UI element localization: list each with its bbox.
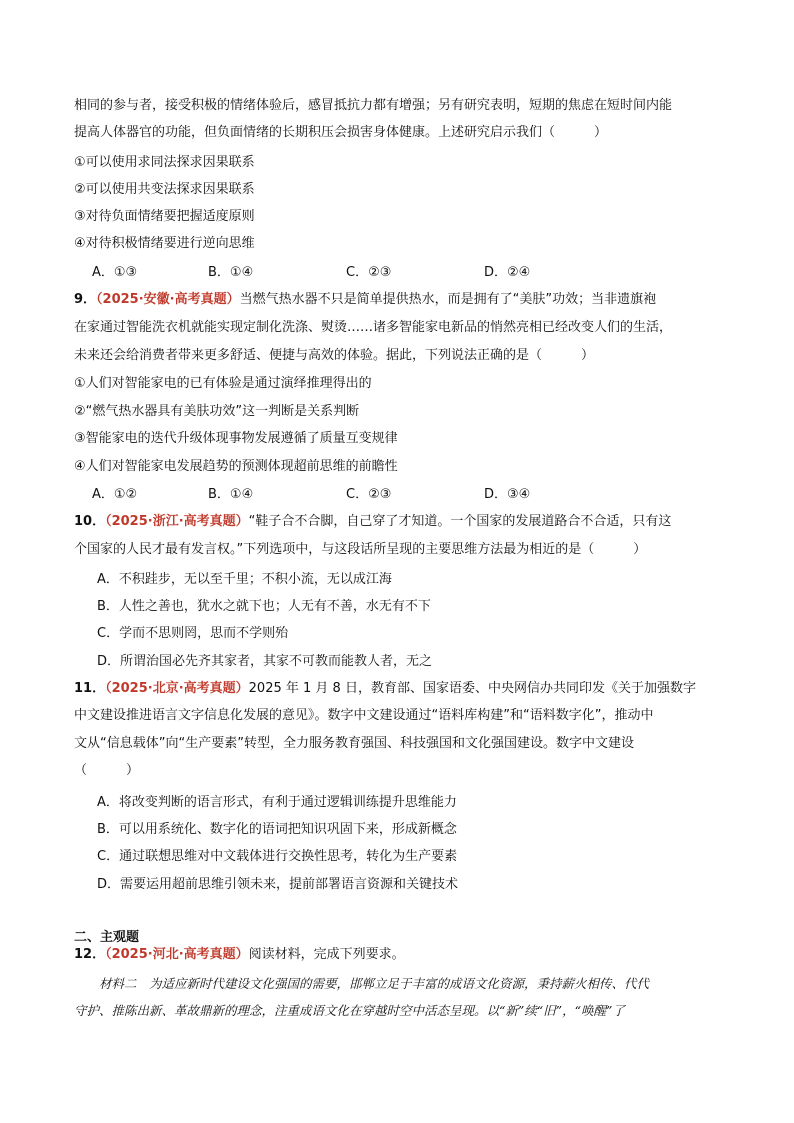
- q9-option-b[interactable]: B．①④: [208, 487, 254, 502]
- q9-stem-line: [74, 291, 724, 309]
- q8-stem-line: 相同的参与者，接受积极的情绪体验后，感冒抵抗力都有增强；另有研究表明，短期的焦虑在短时间内能: [74, 98, 673, 113]
- q11-option-d[interactable]: D．需要运用超前思维引领未来，提前部署语言资源和关键技术: [97, 877, 459, 892]
- q10-option-a[interactable]: A．不积跬步，无以至千里；不积小流，无以成江海: [97, 572, 392, 587]
- q11-answer-blank: （ ）: [74, 763, 140, 778]
- q11-option-a[interactable]: A．将改变判断的语言形式，有利于通过逻辑训练提升思维能力: [97, 795, 457, 810]
- q9-stem-text: 当燃气热水器不只是简单提供热水，而是拥有了“美肤”功效；当非遗旗袍: [239, 292, 657, 307]
- q8-statement: ③对待负面情绪要把握适度原则: [74, 209, 255, 224]
- q8-option-c[interactable]: C．②③: [346, 265, 392, 280]
- q11-stem-line: 中文建设推进语言文字信息化发展的意见》。数字中文建设通过“语料库构建”和“语料数字化”，推动中: [74, 708, 654, 723]
- q10-option-c[interactable]: C．学而不思则罔，思而不学则殆: [97, 626, 289, 641]
- q8-statement: ②可以使用共变法探求因果联系: [74, 182, 255, 197]
- q12-stem-text: 阅读材料，完成下列要求。: [248, 947, 405, 962]
- q9-stem-line: 未来还会给消费者带来更多舒适、便捷与高效的体验。据此，下列说法正确的是（ ）: [74, 348, 595, 363]
- q8-option-a[interactable]: A．①③: [92, 265, 138, 280]
- q11-option-c[interactable]: C．通过联想思维对中文载体进行交换性思考，转化为生产要素: [97, 849, 458, 864]
- q9-stem-line: 在家通过智能洗衣机就能实现定制化洗涤、熨烫……诸多智能家电新品的悄然亮相已经改变人们的生活，: [74, 320, 673, 335]
- q9-statement: ④人们对智能家电发展趋势的预测体现超前思维的前瞻性: [74, 459, 398, 474]
- q10-option-b[interactable]: B．人性之善也，犹水之就下也；人无有不善，水无有不下: [97, 599, 431, 614]
- q9-number: 9．: [74, 292, 97, 307]
- q12-stem-line: [74, 946, 724, 964]
- q12-number: 12．: [74, 947, 106, 962]
- q9-source: （2025·安徽·高考真题）: [96, 292, 240, 307]
- q9-statement: ③智能家电的迭代升级体现事物发展遵循了质量互变规律: [74, 431, 398, 446]
- q8-statement: ④对待积极情绪要进行逆向思维: [74, 236, 255, 251]
- q9-option-c[interactable]: C．②③: [346, 487, 392, 502]
- q10-stem-line: [74, 513, 724, 531]
- q10-source: （2025·浙江·高考真题）: [105, 514, 249, 529]
- q8-option-b[interactable]: B．①④: [208, 265, 254, 280]
- q10-number: 10．: [74, 514, 106, 529]
- q12-material-line: 材料二 为适应新时代建设文化强国的需要，邯郸立足于丰富的成语文化资源，秉持薪火相传、代代: [99, 976, 650, 991]
- q11-number: 11．: [74, 681, 106, 696]
- q9-option-a[interactable]: A．①②: [92, 487, 138, 502]
- q10-stem-line: 个国家的人民才最有发言权。”下列选项中，与这段话所呈现的主要思维方法最为相近的是（ ）: [74, 542, 647, 557]
- q9-option-d[interactable]: D．③④: [484, 487, 531, 502]
- q9-statement: ②“燃气热水器具有美肤功效”这一判断是关系判断: [74, 404, 360, 419]
- q9-options: [92, 486, 712, 504]
- q12-source: （2025·河北·高考真题）: [105, 947, 249, 962]
- q10-option-d[interactable]: D．所谓治国必先齐其家者，其家不可教而能教人者，无之: [97, 654, 433, 669]
- q8-option-d[interactable]: D．②④: [484, 265, 531, 280]
- q10-stem-text: “鞋子合不合脚，自己穿了才知道。一个国家的发展道路合不合适，只有这: [248, 514, 672, 529]
- q9-statement: ①人们对智能家电的已有体验是通过演绎推理得出的: [74, 376, 372, 391]
- q11-source: （2025·北京·高考真题）: [105, 681, 249, 696]
- q8-stem-line: 提高人体器官的功能，但负面情绪的长期积压会损害身体健康。上述研究启示我们（ ）: [74, 125, 608, 140]
- q8-statement: ①可以使用求同法探求因果联系: [74, 155, 255, 170]
- q11-stem-line: 文从“信息载体”向“生产要素”转型，全力服务教育强国、科技强国和文化强国建设。数字中文建设: [74, 736, 634, 751]
- q11-option-b[interactable]: B．可以用系统化、数字化的语词把知识巩固下来，形成新概念: [97, 822, 457, 837]
- q11-stem-text: 2025 年 1 月 8 日，教育部、国家语委、中央网信办共同印发《关于加强数字: [248, 681, 696, 696]
- q11-stem-line: [74, 680, 724, 698]
- section-title: 二、主观题: [74, 930, 140, 945]
- q12-material-line: 守护、推陈出新、革故鼎新的理念，注重成语文化在穿越时空中活态呈现。以“新”续“旧”，“唤醒”了: [74, 1003, 625, 1018]
- q8-options: [92, 264, 712, 282]
